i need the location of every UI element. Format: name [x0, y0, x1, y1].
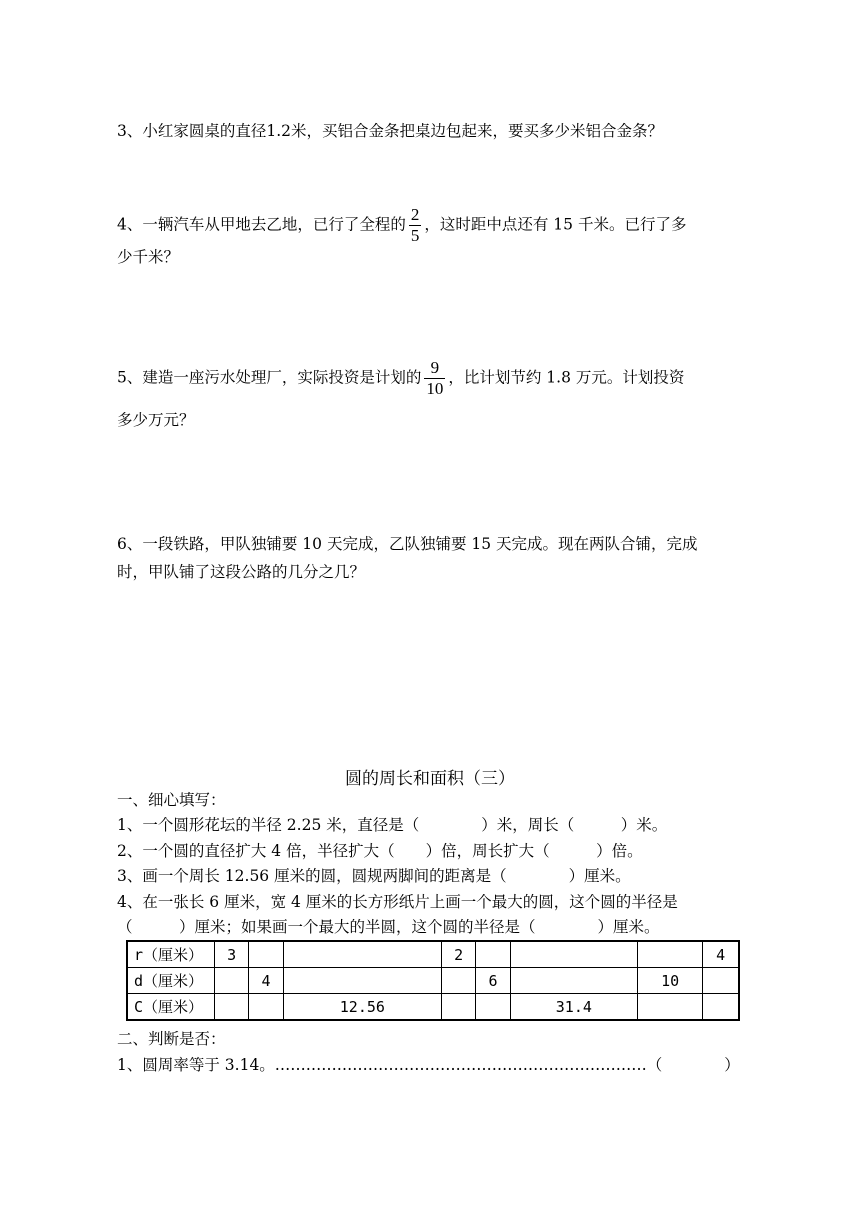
problem-5-text-b: ，比计划节约 1.8 万元。计划投资 [448, 368, 685, 387]
table-cell [476, 994, 510, 1021]
table-cell [249, 941, 283, 968]
table-cell: 4 [249, 968, 283, 994]
fill-item-4-line2: （ ）厘米；如果画一个最大的半圆，这个圆的半径是（ ）厘米。 [117, 918, 660, 936]
part1-heading: 一、细心填写： [117, 791, 226, 809]
fraction-numerator: 9 [430, 358, 440, 377]
table-cell [703, 994, 739, 1021]
table-cell [215, 968, 249, 994]
table-cell [283, 941, 441, 968]
judge-item-1: 1、圆周率等于 3.14。………………………………………………………………（ ） [117, 1056, 740, 1074]
problem-6-line1: 6、一段铁路，甲队独铺要 10 天完成，乙队独铺要 15 天完成。现在两队合铺，完成 [117, 535, 698, 553]
problem-6-line2: 时，甲队铺了这段公路的几分之几？ [117, 563, 366, 581]
problem-3: 3、小红家圆桌的直径1.2米，买铝合金条把桌边包起来，要买多少米铝合金条？ [117, 122, 664, 140]
fraction-denominator: 5 [410, 226, 420, 245]
table-cell [510, 968, 637, 994]
fill-item-2: 2、一个圆的直径扩大 4 倍，半径扩大（ ）倍，周长扩大（ ）倍。 [117, 842, 643, 860]
problem-4-text-a: 4、一辆汽车从甲地去乙地，已行了全程的 [117, 215, 406, 234]
table-cell: 10 [637, 968, 702, 994]
row-label: r（厘米） [127, 941, 215, 968]
table-cell [510, 941, 637, 968]
fraction-numerator: 2 [410, 205, 420, 224]
problem-5-line1 [117, 358, 757, 399]
row-label: C（厘米） [127, 994, 215, 1021]
table-cell [637, 994, 702, 1021]
fill-item-1: 1、一个圆形花坛的半径 2.25 米，直径是（ ）米，周长（ ）米。 [117, 816, 668, 834]
row-label: d（厘米） [127, 968, 215, 994]
fraction-9-10 [424, 358, 445, 399]
table-cell [637, 941, 702, 968]
fraction-2-5 [409, 205, 422, 246]
table-cell: 6 [476, 968, 510, 994]
table-cell [476, 941, 510, 968]
table-row [127, 968, 739, 994]
fraction-denominator: 10 [426, 379, 444, 398]
problem-5-text-a: 5、建造一座污水处理厂，实际投资是计划的 [117, 368, 422, 387]
table-cell [703, 968, 739, 994]
problem-4-line2: 少千米？ [117, 248, 180, 266]
problem-4-text-b: ，这时距中点还有 15 千米。已行了多 [424, 215, 687, 234]
table-cell [283, 968, 441, 994]
table-cell [441, 968, 475, 994]
table-cell: 12.56 [283, 994, 441, 1021]
section-title: 圆的周长和面积（三） [345, 769, 515, 789]
table-cell [441, 994, 475, 1021]
problem-4-line1 [117, 205, 757, 246]
fill-item-3: 3、画一个周长 12.56 厘米的圆，圆规两脚间的距离是（ ）厘米。 [117, 867, 631, 885]
circle-table [126, 940, 740, 1021]
table-cell: 4 [703, 941, 739, 968]
table-row [127, 941, 739, 968]
problem-5-line2: 多少万元？ [117, 411, 195, 429]
table-cell: 2 [441, 941, 475, 968]
table-cell: 31.4 [510, 994, 637, 1021]
table-cell [215, 994, 249, 1021]
table-cell: 3 [215, 941, 249, 968]
table-row [127, 994, 739, 1021]
table-cell [249, 994, 283, 1021]
fill-item-4-line1: 4、在一张长 6 厘米，宽 4 厘米的长方形纸片上画一个最大的圆，这个圆的半径是 [117, 893, 678, 911]
part2-heading: 二、判断是否： [117, 1030, 226, 1048]
